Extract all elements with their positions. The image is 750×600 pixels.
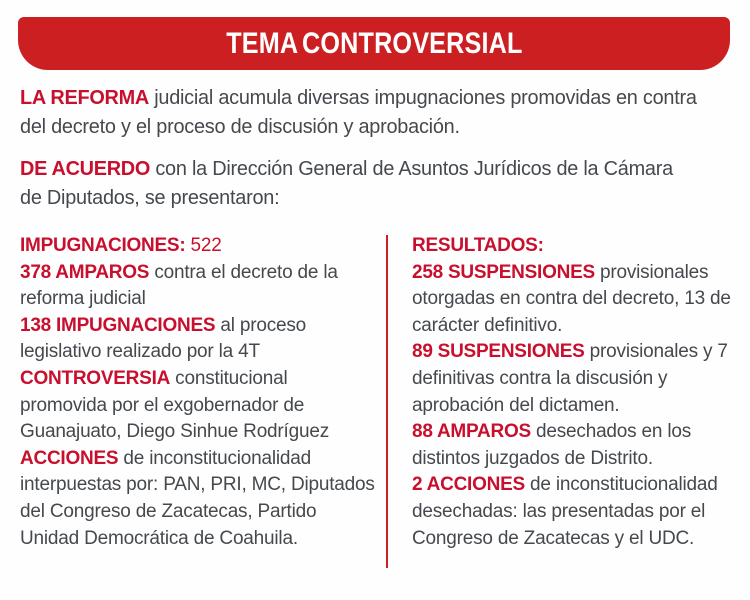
list-item: [412, 419, 742, 472]
list-item: [20, 313, 375, 366]
entry-value: al proceso legislativo realizado por la 4T: [20, 314, 307, 363]
list-item: [20, 446, 375, 552]
list-item: [412, 233, 742, 260]
entry-key: 89 SUSPENSIONES: [412, 341, 585, 363]
entry-key: 2 ACCIONES: [412, 474, 525, 496]
entry-key: RESULTADOS:: [412, 235, 544, 256]
list-item: [20, 233, 375, 260]
intro-lead: DE ACUERDO: [20, 157, 151, 180]
entry-value: de inconstitucionalidad desechadas: las presentadas por el Congreso de Zacatecas y el UDC.: [412, 474, 718, 549]
page-title: TEMA CONTROVERSIAL: [225, 26, 523, 60]
entry-key: 258 SUSPENSIONES: [412, 261, 595, 283]
stats-columns: [0, 233, 750, 573]
column-impugnaciones: [20, 233, 375, 552]
list-item: [20, 366, 375, 446]
entry-key: 138 IMPUGNACIONES: [20, 314, 216, 336]
intro-block: [20, 83, 720, 225]
intro-lead: LA REFORMA: [20, 86, 149, 109]
intro-paragraph: [20, 83, 699, 141]
list-item: [20, 260, 375, 313]
column-resultados: [412, 233, 742, 552]
intro-paragraph: [20, 154, 699, 212]
list-item: [412, 472, 742, 552]
entry-value: constitucional promovida por el exgobernador de Guanajuato, Diego Sinhue Rodríguez: [20, 367, 330, 443]
entry-value: provisionales y 7 definitivas contra la discusión y aprobación del dictamen.: [412, 341, 728, 416]
entry-key: CONTROVERSIA: [20, 367, 171, 389]
column-divider: [386, 235, 388, 568]
intro-body: judicial acumula diversas impugnaciones promovidas en contra del decreto y el proceso de discusión y aprobación.: [20, 86, 697, 138]
entry-value: 522: [185, 235, 222, 256]
list-item: [412, 260, 742, 340]
entry-value: contra el decreto de la reforma judicial: [20, 261, 338, 310]
entry-value: provisionales otorgadas en contra del decreto, 13 de carácter definitivo.: [412, 261, 731, 336]
list-item: [412, 339, 742, 419]
intro-body: con la Dirección General de Asuntos Jurídicos de la Cámara de Diputados, se presentaron:: [20, 157, 673, 209]
entry-key: IMPUGNACIONES:: [20, 235, 186, 256]
entry-key: ACCIONES: [20, 447, 119, 469]
entry-key: 88 AMPAROS: [412, 421, 531, 443]
entry-value: desechados en los distintos juzgados de Distrito.: [412, 421, 692, 469]
header-banner: [18, 17, 730, 70]
entry-value: de inconstitucionalidad interpuestas por: PAN, PRI, MC, Diputados del Congreso de Zacatecas, Partido Unidad Democrática de Coahuila.: [20, 447, 375, 549]
entry-key: 378 AMPAROS: [20, 261, 150, 283]
